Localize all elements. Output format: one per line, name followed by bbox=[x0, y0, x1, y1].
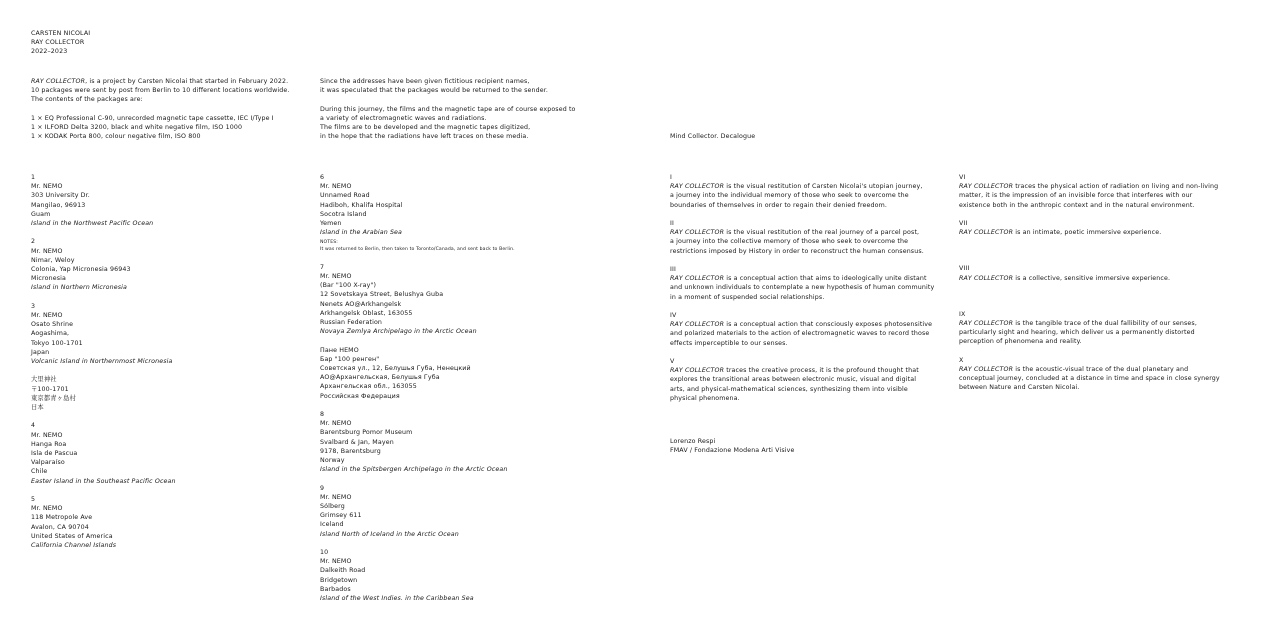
address-line: Svalbard & Jan, Mayen bbox=[320, 438, 394, 446]
intro-line-2: 10 packages were sent by post from Berlin to 10 different locations worldwide. bbox=[31, 87, 290, 95]
address-place: Volcanic Island in Northernmost Micronesia bbox=[31, 358, 173, 366]
intro-line-1-rest: , is a project by Carsten Nicolai that started in February 2022. bbox=[85, 78, 289, 85]
address-line: Бар "100 ренген" bbox=[320, 355, 380, 363]
address-line: Tokyo 100-1701 bbox=[31, 339, 83, 347]
decalogue-first-rest: is a conceptual action that aims to ideologically unite distant bbox=[724, 275, 927, 283]
decalogue-line: arts, and physical-mathematical sciences, synthesizing them into visible bbox=[670, 385, 908, 393]
address-line: Hadiboh, Khalifa Hospital bbox=[320, 201, 403, 209]
decalogue-first-rest: traces the physical action of radiation on living and non-living bbox=[1013, 183, 1219, 191]
address-line: 大里神社 bbox=[31, 376, 57, 384]
decalogue-number: III bbox=[670, 266, 676, 273]
address-line: Mr. NEMO bbox=[320, 183, 352, 191]
address-place: Island in the Northwest Pacific Ocean bbox=[31, 220, 154, 228]
decalogue-number: VII bbox=[959, 220, 968, 227]
intro2-line: The films are to be developed and the magnetic tapes digitized, bbox=[320, 124, 531, 131]
address-number: 6 bbox=[320, 174, 325, 181]
intro2-line: in the hope that the radiations have left traces on these media. bbox=[320, 133, 529, 141]
decalogue-line bbox=[959, 182, 1220, 191]
address-line: Isla de Pascua bbox=[31, 450, 78, 458]
decalogue-line bbox=[670, 228, 934, 237]
address-line: Mr. NEMO bbox=[31, 247, 63, 255]
intro-line-3: The contents of the packages are: bbox=[31, 96, 143, 104]
decalogue-line: conceptual journey, concluded at a distance in time and space in close synergy bbox=[959, 375, 1220, 383]
header bbox=[31, 29, 90, 57]
decalogue-item-4 bbox=[670, 311, 934, 348]
decalogue-line: particularly sight and hearing, which deliver us a permanently distorted bbox=[959, 329, 1195, 337]
address-line: Colonia, Yap Micronesia 96943 bbox=[31, 266, 131, 274]
address-line: United States of America bbox=[31, 532, 113, 540]
decalogue-title-em: RAY COLLECTOR bbox=[670, 275, 725, 283]
decalogue-number: II bbox=[670, 220, 674, 227]
address-line: Nimar, Weloy bbox=[31, 256, 75, 264]
decalogue-item-5 bbox=[670, 357, 934, 403]
address-line: Yemen bbox=[320, 220, 342, 228]
decalogue-line bbox=[670, 320, 934, 329]
address-place: Novaya Zemlya Archipelago in the Arctic Ocean bbox=[320, 328, 477, 336]
address-block-8 bbox=[320, 410, 515, 474]
address-line: Japan bbox=[31, 348, 50, 356]
address-place: Island North of Iceland in the Arctic Ocean bbox=[320, 530, 459, 538]
address-block-7-russian bbox=[320, 346, 515, 401]
decalogue-line: effects imperceptible to our senses. bbox=[670, 339, 788, 347]
decalogue-column-left bbox=[670, 173, 934, 412]
decalogue-line: matter, it is the impression of an invisible force that interferes with our bbox=[959, 192, 1193, 200]
decalogue-title-em: RAY COLLECTOR bbox=[670, 367, 725, 375]
author-affiliation: FMAV / Fondazione Modena Arti Visive bbox=[670, 447, 795, 455]
decalogue-title-em: RAY COLLECTOR bbox=[670, 229, 725, 237]
address-line: Arkhangelsk Oblast, 163055 bbox=[320, 309, 413, 317]
address-line: Mr. NEMO bbox=[31, 312, 63, 320]
address-line: Avalon, CA 90704 bbox=[31, 523, 89, 531]
address-line: Sólberg bbox=[320, 503, 345, 511]
decalogue-item-2 bbox=[670, 219, 934, 256]
decalogue-line bbox=[670, 274, 934, 283]
address-number: 8 bbox=[320, 411, 325, 419]
address-line: Aogashima, bbox=[31, 330, 70, 338]
signature bbox=[670, 437, 794, 455]
address-block-9 bbox=[320, 484, 515, 539]
address-line: 9178, Barentsburg bbox=[320, 447, 381, 455]
intro-text bbox=[31, 77, 289, 141]
decalogue-line: physical phenomena. bbox=[670, 394, 740, 402]
address-line: Hanga Roa bbox=[31, 440, 67, 448]
decalogue-line: boundaries of themselves in order to regain their denied freedom. bbox=[670, 201, 888, 209]
address-number: 2 bbox=[31, 238, 36, 246]
decalogue-line: and unknown individuals to contemplate a new hypothesis of human community bbox=[670, 284, 935, 292]
address-number: 9 bbox=[320, 484, 325, 492]
address-line: Mr. NEMO bbox=[31, 431, 63, 439]
spacer bbox=[320, 95, 576, 104]
decalogue-line: between Nature and Carsten Nicolai. bbox=[959, 384, 1080, 392]
decalogue-number: VI bbox=[959, 174, 966, 181]
address-line: Mr. NEMO bbox=[31, 505, 63, 513]
intro2-line: During this journey, the films and the magnetic tape are of course exposed to bbox=[320, 105, 576, 113]
decalogue-number: VIII bbox=[959, 265, 970, 273]
decalogue-heading: Mind Collector. Decalogue bbox=[670, 133, 756, 140]
decalogue-first-rest: is a conceptual action that consciously exposes photosensitive bbox=[724, 321, 933, 329]
decalogue-title-em: RAY COLLECTOR bbox=[959, 366, 1014, 374]
address-line: Unnamed Road bbox=[320, 192, 370, 200]
address-block-1 bbox=[31, 173, 176, 228]
address-number: 10 bbox=[320, 549, 329, 557]
address-place: California Channel Islands bbox=[31, 542, 117, 550]
decalogue-line: a journey into the individual memory of those who seek to overcome the bbox=[670, 192, 909, 200]
address-line: Iceland bbox=[320, 521, 344, 529]
address-place: Island in the Spitsbergen Archipelago in the Arctic Ocean bbox=[320, 466, 508, 474]
package-item: 1 × EQ Professional C-90, unrecorded magnetic tape cassette, IEC I/Type I bbox=[31, 114, 274, 122]
decalogue-title-em: RAY COLLECTOR bbox=[670, 183, 725, 191]
decalogue-number: X bbox=[959, 356, 964, 364]
address-block-7 bbox=[320, 263, 515, 337]
address-line: Socotra Island bbox=[320, 210, 367, 218]
address-line: Bridgetown bbox=[320, 576, 358, 584]
address-line: 〒100-1701 bbox=[31, 385, 69, 393]
address-line: Barentsburg Pomor Museum bbox=[320, 429, 413, 437]
address-line: Mr. NEMO bbox=[320, 493, 352, 501]
decalogue-item-9 bbox=[959, 310, 1220, 347]
address-line: (Bar "100 X-ray") bbox=[320, 282, 377, 290]
address-line: Norway bbox=[320, 457, 345, 465]
spacer bbox=[31, 105, 289, 114]
address-line: АО@Архангельская, Белушья Губа bbox=[320, 374, 440, 382]
address-line: Российская Федерация bbox=[320, 392, 400, 400]
address-line: Пане НЕМО bbox=[320, 346, 359, 354]
decalogue-line bbox=[959, 319, 1220, 328]
decalogue-line bbox=[670, 366, 934, 375]
decalogue-first-rest: is the visual restitution of the real journey of a parcel post, bbox=[724, 229, 920, 237]
decalogue-line: restrictions imposed by History in order to reconstruct the human consensus. bbox=[670, 247, 924, 255]
intro-line-1 bbox=[31, 77, 289, 86]
decalogue-first-rest: is the tangible trace of the dual fallibility of our senses, bbox=[1013, 320, 1197, 328]
address-line: 118 Metropole Ave bbox=[31, 514, 93, 522]
addresses-column-1 bbox=[31, 173, 176, 559]
decalogue-line bbox=[670, 182, 934, 191]
decalogue-first-rest: is a collective, sensitive immersive experience. bbox=[1013, 274, 1171, 282]
address-number: 3 bbox=[31, 302, 36, 310]
address-line: Nenets AO@Arkhangelsk bbox=[320, 300, 402, 308]
address-block-10 bbox=[320, 548, 515, 603]
address-number: 7 bbox=[320, 263, 325, 271]
decalogue-title-em: RAY COLLECTOR bbox=[959, 320, 1014, 328]
address-line: 12 Sovetskaya Street, Belushya Guba bbox=[320, 291, 444, 299]
address-line: Архангельская обл., 163055 bbox=[320, 383, 417, 391]
address-place: Easter Island in the Southeast Pacific Ocean bbox=[31, 477, 176, 485]
decalogue-item-7 bbox=[959, 219, 1220, 237]
decalogue-line bbox=[959, 365, 1220, 374]
address-line: Valparaíso bbox=[31, 459, 65, 467]
notes-text: It was returned to Berlin, then taken to Toronto/Canada, and sent back to Berlin. bbox=[320, 247, 515, 253]
address-line: 東京都青ヶ島村 bbox=[31, 394, 76, 402]
decalogue-first-rest: is the acoustic-visual trace of the dual planetary and bbox=[1013, 366, 1189, 374]
intro-text-2 bbox=[320, 77, 576, 141]
address-line: Barbados bbox=[320, 585, 351, 593]
address-place: Island of the West Indies. in the Caribbean Sea bbox=[320, 595, 474, 603]
address-line: Mr. NEMO bbox=[320, 420, 352, 428]
decalogue-number: IV bbox=[670, 312, 677, 319]
decalogue-line bbox=[959, 228, 1220, 237]
decalogue-line: explores the transitional areas between electronic music, visual and digital bbox=[670, 376, 917, 384]
address-block-3-japanese bbox=[31, 375, 176, 412]
decalogue-line: perception of phenomena and reality. bbox=[959, 338, 1082, 346]
address-number: 1 bbox=[31, 174, 36, 181]
address-line: Micronesia bbox=[31, 275, 66, 283]
author-name: Lorenzo Respi bbox=[670, 438, 716, 445]
address-block-4 bbox=[31, 421, 176, 485]
decalogue-item-6 bbox=[959, 173, 1220, 210]
address-place: Island in Northern Micronesia bbox=[31, 284, 128, 292]
intro2-line: Since the addresses have been given fictitious recipient names, bbox=[320, 78, 530, 85]
package-item: 1 × KODAK Porta 800, colour negative film, ISO 800 bbox=[31, 133, 201, 141]
intro2-line: it was speculated that the packages would be returned to the sender. bbox=[320, 87, 549, 95]
decalogue-number: IX bbox=[959, 310, 966, 318]
decalogue-column-right bbox=[959, 173, 1220, 402]
notes-label: NOTES: bbox=[320, 240, 338, 246]
decalogue-first-rest: is an intimate, poetic immersive experience. bbox=[1013, 229, 1162, 237]
decalogue-item-1 bbox=[670, 173, 934, 210]
address-line: Mr. NEMO bbox=[31, 183, 63, 191]
decalogue-title-em: RAY COLLECTOR bbox=[670, 321, 725, 329]
intro2-line: a variety of electromagnetic waves and radiations. bbox=[320, 114, 487, 122]
decalogue-title-em: RAY COLLECTOR bbox=[959, 274, 1014, 282]
address-line: Mr. NEMO bbox=[320, 273, 352, 280]
decalogue-number: V bbox=[670, 358, 675, 365]
package-item: 1 × ILFORD Delta 3200, black and white negative film, ISO 1000 bbox=[31, 124, 243, 131]
decalogue-first-rest: traces the creative process, it is the profound thought that bbox=[724, 367, 919, 375]
address-line: Grimsey 611 bbox=[320, 512, 362, 520]
decalogue-title-em: RAY COLLECTOR bbox=[959, 229, 1014, 237]
address-place: Island in the Arabian Sea bbox=[320, 229, 403, 237]
address-block-5 bbox=[31, 495, 176, 550]
decalogue-first-rest: is the visual restitution of Carsten Nicolai's utopian journey, bbox=[724, 183, 923, 191]
decalogue-line: existence both in the anthropic context and in the natural environment. bbox=[959, 201, 1195, 209]
work-years: 2022–2023 bbox=[31, 48, 68, 56]
address-line: Советская ул., 12, Белушья Губа, Ненецкий bbox=[320, 365, 471, 373]
decalogue-item-3 bbox=[670, 265, 934, 302]
address-number: 5 bbox=[31, 496, 36, 504]
decalogue-line: and polarized materials to the action of electromagnetic waves to record those bbox=[670, 330, 930, 338]
address-line: 日本 bbox=[31, 404, 44, 412]
address-block-2 bbox=[31, 237, 176, 292]
addresses-column-2 bbox=[320, 173, 515, 603]
address-line: Guam bbox=[31, 210, 51, 218]
address-line: Osato Shrine bbox=[31, 321, 74, 329]
address-line: 303 University Dr. bbox=[31, 192, 90, 200]
address-line: Chile bbox=[31, 468, 48, 476]
address-line: Mr. NEMO bbox=[320, 558, 352, 566]
address-line: Mangilao, 96913 bbox=[31, 201, 86, 209]
address-block-6 bbox=[320, 173, 515, 237]
decalogue-title-em: RAY COLLECTOR bbox=[959, 183, 1014, 191]
decalogue-item-10 bbox=[959, 356, 1220, 393]
address-line: Russian Federation bbox=[320, 319, 383, 327]
decalogue-item-8 bbox=[959, 264, 1220, 282]
decalogue-line bbox=[959, 274, 1220, 283]
address-number: 4 bbox=[31, 422, 36, 430]
intro-title-em: RAY COLLECTOR bbox=[31, 78, 86, 85]
decalogue-number: I bbox=[670, 174, 672, 181]
address-line: Dalkeith Road bbox=[320, 567, 366, 575]
notes bbox=[320, 240, 515, 253]
decalogue-line: a journey into the collective memory of those who seek to overcome the bbox=[670, 238, 909, 246]
artist-name: CARSTEN NICOLAI bbox=[31, 30, 91, 37]
address-block-3 bbox=[31, 302, 176, 366]
decalogue-line: in a moment of suspended social relationships. bbox=[670, 293, 825, 301]
work-title: RAY COLLECTOR bbox=[31, 39, 85, 47]
